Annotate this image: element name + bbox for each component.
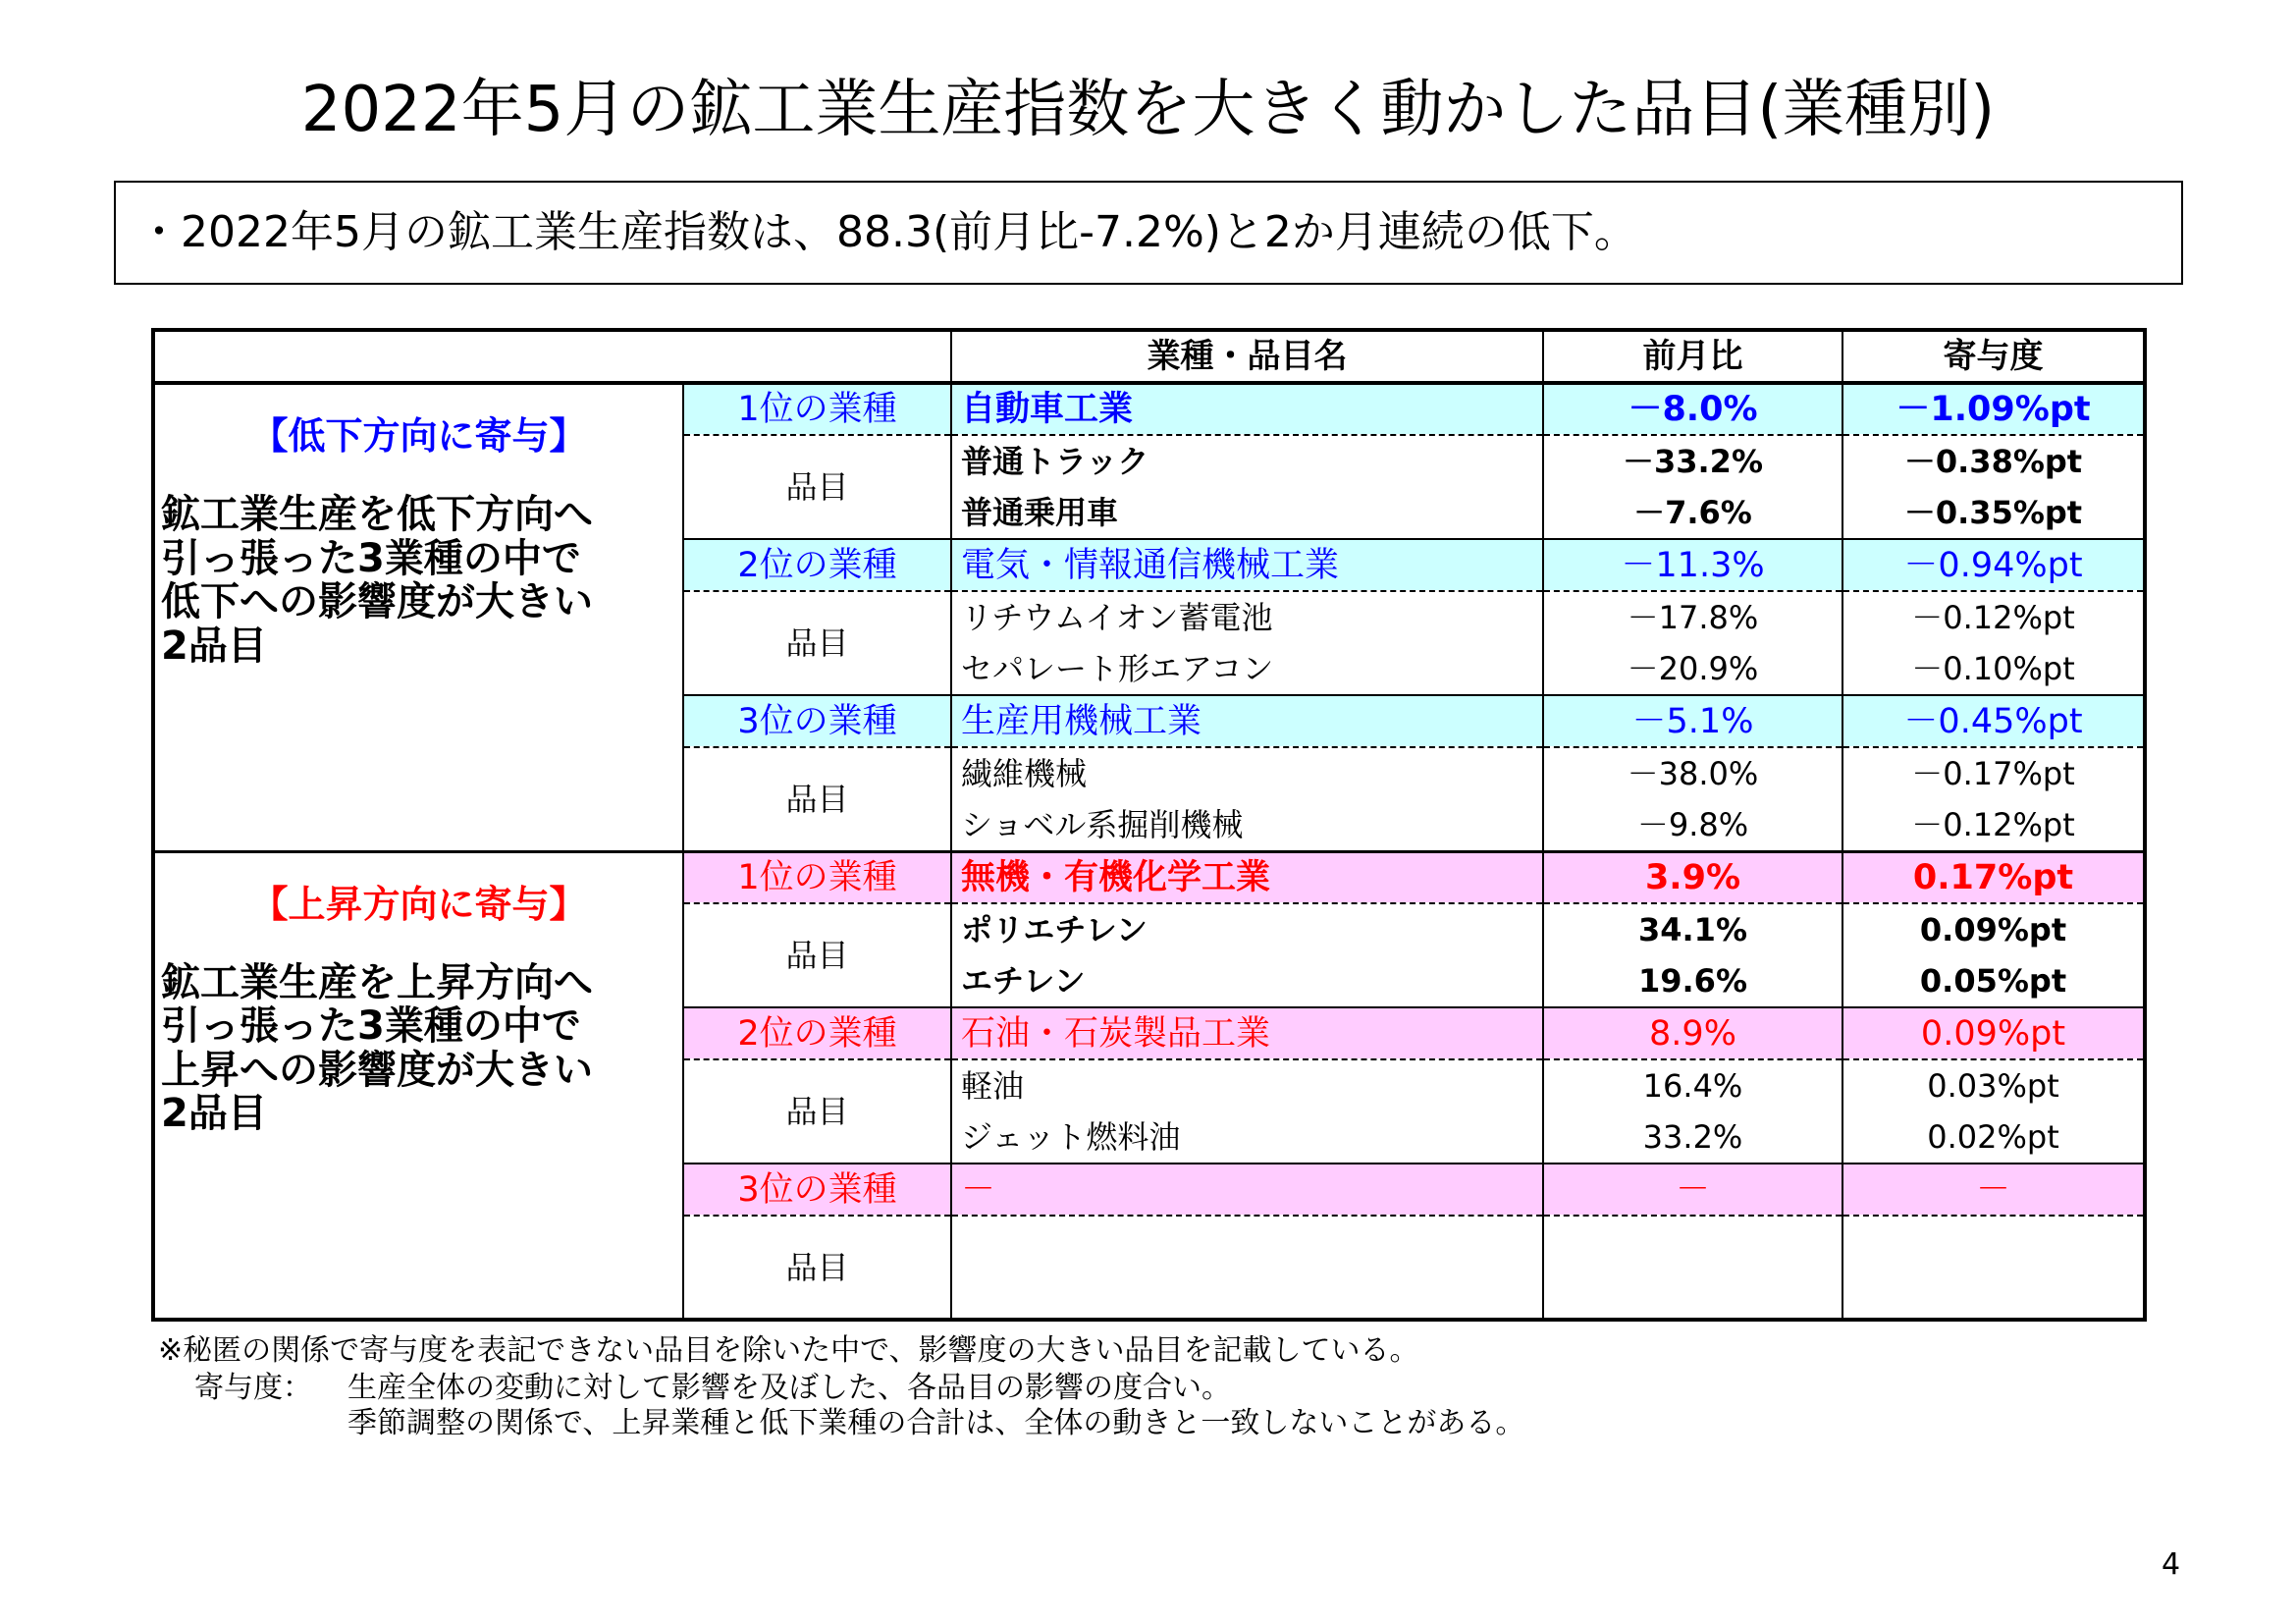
item-change: 19.6% [1543, 955, 1842, 1007]
industry-contribution: 0.17%pt [1842, 851, 2145, 903]
item-contribution: －0.35%pt [1842, 487, 2145, 539]
item-contribution: 0.02%pt [1842, 1111, 2145, 1164]
industry-name: 電気・情報通信機械工業 [951, 539, 1543, 591]
item-change: －9.8% [1543, 799, 1842, 851]
industry-change: －8.0% [1543, 383, 1842, 435]
industry-change: 8.9% [1543, 1007, 1842, 1059]
item-contribution: －0.17%pt [1842, 747, 2145, 799]
page-title: 2022年5月の鉱工業生産指数を大きく動かした品目(業種別) [300, 74, 1996, 146]
section-down-description [153, 383, 683, 851]
section-up-line: 上昇への影響度が大きい [161, 1047, 593, 1093]
industry-contribution: －0.94%pt [1842, 539, 2145, 591]
item-change: 16.4% [1543, 1059, 1842, 1111]
footnote-caveat: 季節調整の関係で、上昇業種と低下業種の合計は、全体の動きと一致しないことがある。 [347, 1406, 1525, 1440]
section-up-line: 引っ張った3業種の中で [161, 1003, 581, 1049]
header-blank-cell [153, 330, 951, 383]
item-name: セパレート形エアコン [951, 643, 1543, 695]
industry-name: － [951, 1164, 1543, 1216]
item-change: 34.1% [1543, 903, 1842, 955]
item-contribution: －0.12%pt [1842, 591, 2145, 643]
item-name: ショベル系掘削機械 [951, 799, 1543, 851]
section-up-line: 2品目 [161, 1091, 267, 1136]
industry-change: －5.1% [1543, 695, 1842, 747]
item-change: －33.2% [1543, 435, 1842, 487]
header-contribution: 寄与度 [1842, 330, 2145, 383]
items-label: 品目 [683, 591, 951, 695]
item-name-empty [951, 1216, 1543, 1320]
footnote-secrecy: ※秘匿の関係で寄与度を表記できない品目を除いた中で、影響度の大きい品目を記載している。 [158, 1333, 1419, 1368]
industry-row [153, 383, 2145, 435]
section-down-heading: 【低下方向に寄与】 [250, 414, 587, 458]
item-contribution-empty [1842, 1216, 2145, 1320]
item-contribution: －0.38%pt [1842, 435, 2145, 487]
item-contribution: 0.05%pt [1842, 955, 2145, 1007]
rank-label: 2位の業種 [683, 539, 951, 591]
section-up-description [153, 851, 683, 1320]
section-up-line: 鉱工業生産を上昇方向へ [161, 959, 593, 1005]
section-up-heading: 【上昇方向に寄与】 [250, 882, 587, 926]
industry-name: 無機・有機化学工業 [951, 851, 1543, 903]
industry-contribution: －1.09%pt [1842, 383, 2145, 435]
items-label: 品目 [683, 903, 951, 1007]
rank-label: 3位の業種 [683, 1164, 951, 1216]
item-name: 軽油 [951, 1059, 1543, 1111]
item-change: －20.9% [1543, 643, 1842, 695]
item-name: ポリエチレン [951, 903, 1543, 955]
industry-row [153, 851, 2145, 903]
item-name: リチウムイオン蓄電池 [951, 591, 1543, 643]
rank-label: 1位の業種 [683, 851, 951, 903]
header-name: 業種・品目名 [951, 330, 1543, 383]
rank-label: 2位の業種 [683, 1007, 951, 1059]
section-down-line: 鉱工業生産を低下方向へ [161, 492, 593, 537]
item-change: －17.8% [1543, 591, 1842, 643]
item-change: 33.2% [1543, 1111, 1842, 1164]
industry-contribution: －0.45%pt [1842, 695, 2145, 747]
industry-contribution: － [1842, 1164, 2145, 1216]
contribution-table [151, 328, 2147, 1322]
items-label: 品目 [683, 1059, 951, 1164]
item-change: －7.6% [1543, 487, 1842, 539]
page-number: 4 [2162, 1547, 2181, 1582]
item-name: 普通トラック [951, 435, 1543, 487]
industry-change: 3.9% [1543, 851, 1842, 903]
item-name: 繊維機械 [951, 747, 1543, 799]
summary-box: ・2022年5月の鉱工業生産指数は、88.3(前月比-7.2%)と2か月連続の低下。 [114, 181, 2183, 285]
industry-name: 石油・石炭製品工業 [951, 1007, 1543, 1059]
industry-change: －11.3% [1543, 539, 1842, 591]
industry-name: 自動車工業 [951, 383, 1543, 435]
industry-contribution: 0.09%pt [1842, 1007, 2145, 1059]
item-contribution: －0.10%pt [1842, 643, 2145, 695]
item-name: 普通乗用車 [951, 487, 1543, 539]
items-label: 品目 [683, 747, 951, 851]
item-name: エチレン [951, 955, 1543, 1007]
industry-name: 生産用機械工業 [951, 695, 1543, 747]
item-contribution: 0.03%pt [1842, 1059, 2145, 1111]
section-down-line: 2品目 [161, 623, 267, 669]
table-header-row [153, 330, 2145, 383]
items-label: 品目 [683, 1216, 951, 1320]
footnote-term: 寄与度： [194, 1371, 312, 1405]
item-name: ジェット燃料油 [951, 1111, 1543, 1164]
items-label: 品目 [683, 435, 951, 539]
item-contribution: 0.09%pt [1842, 903, 2145, 955]
item-contribution: －0.12%pt [1842, 799, 2145, 851]
industry-change: － [1543, 1164, 1842, 1216]
rank-label: 1位の業種 [683, 383, 951, 435]
item-change: －38.0% [1543, 747, 1842, 799]
rank-label: 3位の業種 [683, 695, 951, 747]
header-change: 前月比 [1543, 330, 1842, 383]
item-change-empty [1543, 1216, 1842, 1320]
footnote-definition: 生産全体の変動に対して影響を及ぼした、各品目の影響の度合い。 [347, 1371, 1231, 1405]
section-down-line: 引っ張った3業種の中で [161, 535, 581, 581]
section-down-line: 低下への影響度が大きい [161, 579, 593, 624]
